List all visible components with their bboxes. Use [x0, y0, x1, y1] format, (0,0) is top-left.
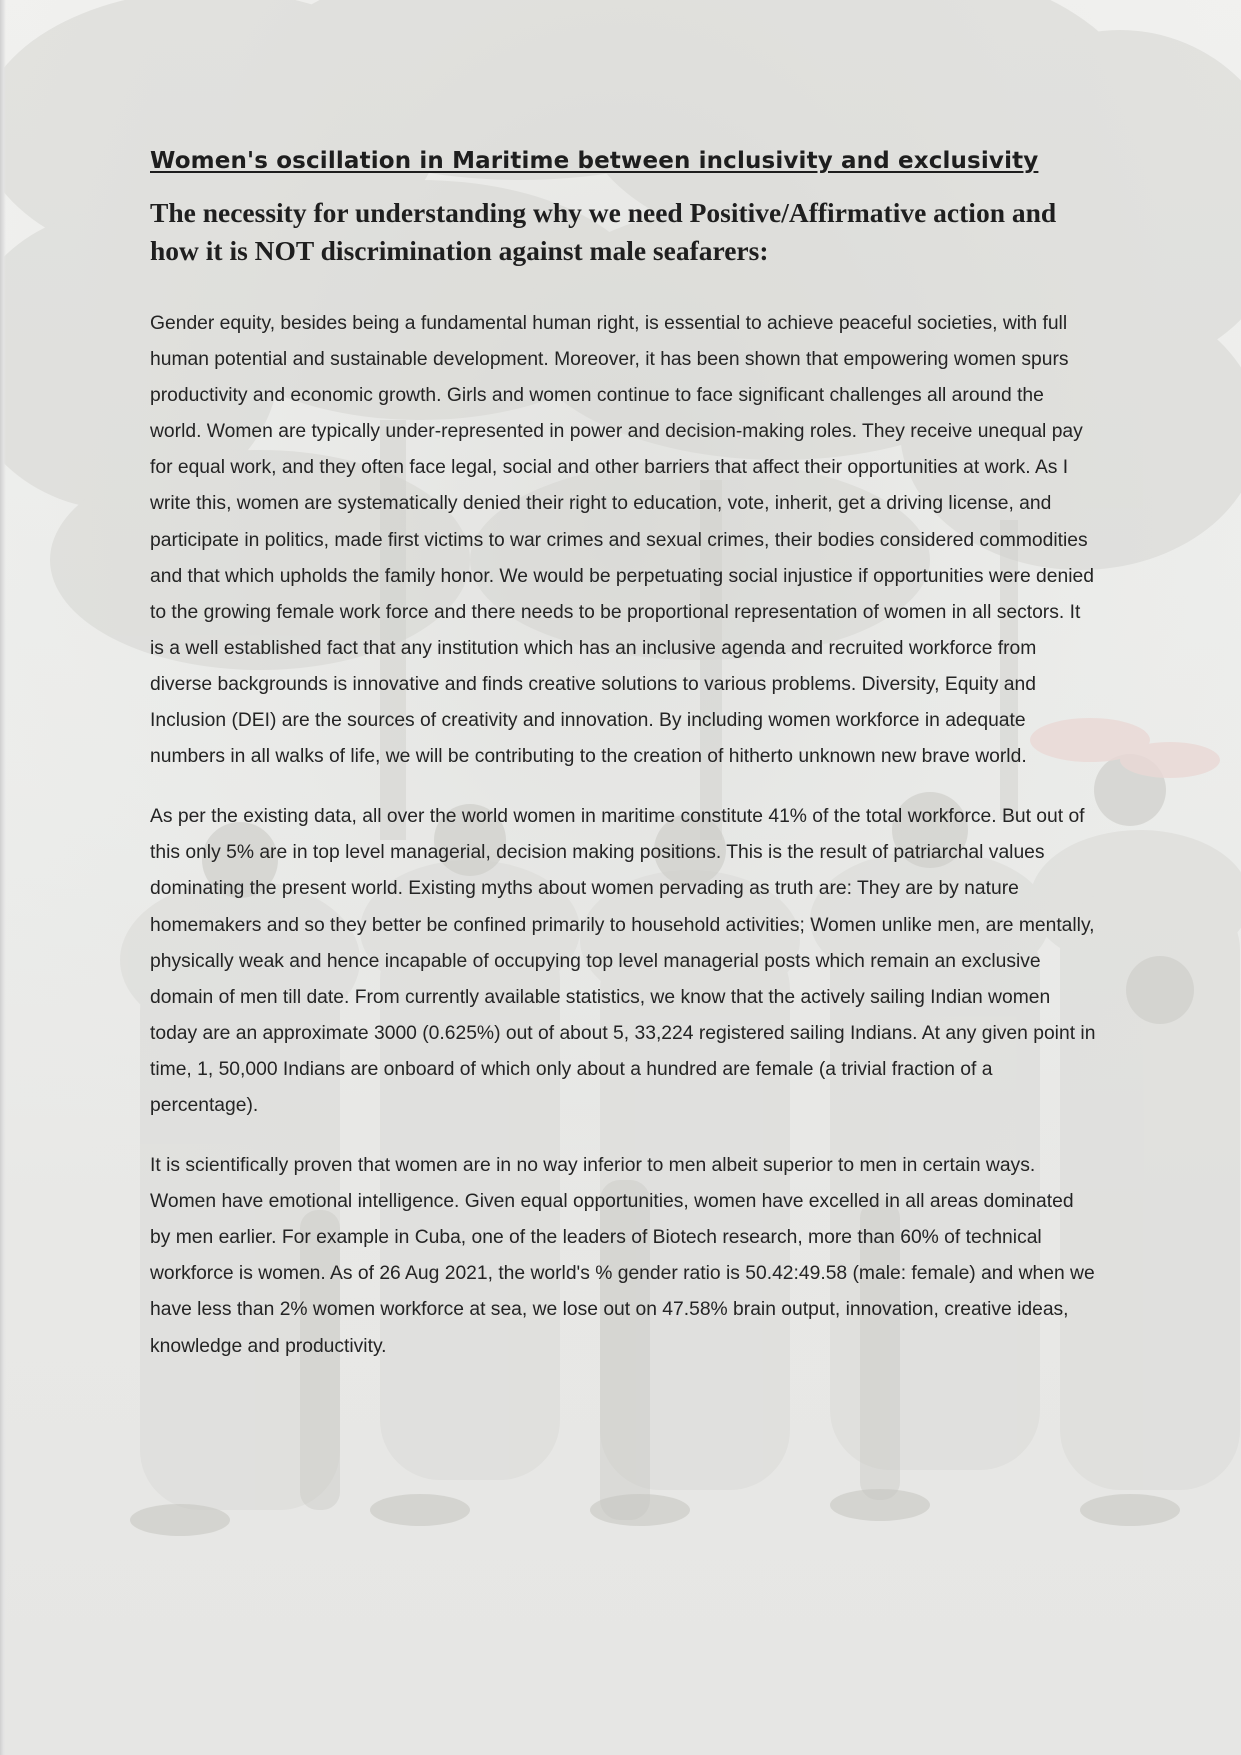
document-title: Women's oscillation in Maritime between inclusivity and exclusivity: [150, 148, 1039, 174]
page-left-edge: [0, 0, 6, 1755]
document-subtitle: The necessity for understanding why we need Positive/Affirmative action and how it is NOT discrimination against male seafarers:: [150, 197, 1057, 266]
document-body: [150, 148, 1100, 1365]
paragraph-maritime-statistics: As per the existing data, all over the world women in maritime constitute 41% of the total workforce. But out of this only 5% are in top level managerial, decision making positions. This is the result of patriarchal values dominating the present world. Existing myths about women pervading as truth are: They are by nature homemakers and so they better be confined primarily to household activities; Women unlike men, are mentally, physically weak and hence incapable of occupying top level managerial posts which remain an exclusive domain of men till date. From currently available statistics, we know that the actively sailing Indian women today are an approximate 3000 (0.625%) out of about 5, 33,224 registered sailing Indians. At any given point in time, 1, 50,000 Indians are onboard of which only about a hundred are female (a trivial fraction of a percentage).: [150, 806, 1096, 1116]
paragraph-scientific-evidence: It is scientifically proven that women are in no way inferior to men albeit superior to men in certain ways. Women have emotional intelligence. Given equal opportunities, women have excelled in all areas dominated by men earlier. For example in Cuba, one of the leaders of Biotech research, more than 60% of technical workforce is women. As of 26 Aug 2021, the world's % gender ratio is 50.42:49.58 (male: female) and when we have less than 2% women workforce at sea, we lose out on 47.58% brain output, innovation, creative ideas, knowledge and productivity.: [150, 1155, 1095, 1357]
paragraph-gender-equity: Gender equity, besides being a fundamental human right, is essential to achieve peaceful societies, with full human potential and sustainable development. Moreover, it has been shown that empowering women spurs productivity and economic growth. Girls and women continue to face significant challenges all around the world. Women are typically under-represented in power and decision-making roles. They receive unequal pay for equal work, and they often face legal, social and other barriers that affect their opportunities at work. As I write this, women are systematically denied their right to education, vote, inherit, get a driving license, and participate in politics, made first victims to war crimes and sexual crimes, their bodies considered commodities and that which upholds the family honor. We would be perpetuating social injustice if opportunities were denied to the growing female work force and there needs to be proportional representation of women in all sectors. It is a well established fact that any institution which has an inclusive agenda and recruited workforce from diverse backgrounds is innovative and finds creative solutions to various problems. Diversity, Equity and Inclusion (DEI) are the sources of creativity and innovation. By including women workforce in adequate numbers in all walks of life, we will be contributing to the creation of hitherto unknown new brave world.: [150, 313, 1094, 768]
